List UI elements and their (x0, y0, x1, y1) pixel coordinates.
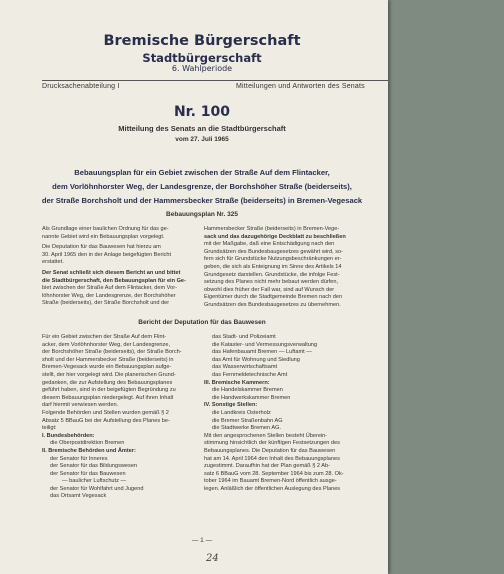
list-heading: IV. Sonstige Stellen: (204, 402, 258, 409)
text-line: darf hiermit verwiesen werden. (42, 402, 119, 409)
org-title: Bremische Bürgerschaft (103, 33, 301, 49)
text-line: sholt und der Hammersbecker Straße (beiderseits) in (42, 356, 174, 363)
list-item: die Handwerkskammer Bremen (212, 394, 291, 401)
doc-subtitle: Mitteilung des Senats an die Stadtbürgerschaft (118, 124, 286, 133)
list-item: das Wasserwirtschaftsamt (212, 364, 278, 371)
text-line: setzung des Planes nicht mehr bebaut werden dürfen, (204, 279, 339, 286)
list-item: die Handelskammer Bremen (212, 387, 283, 394)
text-line: stimmung hinsichtlich der künftigen Festsetzungen des (204, 440, 340, 447)
text-line: Der Senat schließt sich diesem Bericht an und bittet (42, 269, 181, 276)
text-line: zugestimmt. Daraufhin hat der Plan gemäß § 2 Ab- (204, 463, 330, 470)
list-item: der Senator für Wohlfahrt und Jugend (50, 485, 144, 492)
list-item: die Kataster- und Vermessungsverwaltung (212, 341, 318, 348)
text-line: diesem Bebauungsplan niedergelegt. Auf ihren Inhalt (42, 394, 174, 401)
text-line: erstattet. (42, 259, 64, 266)
text-line: sack und das dazugehörige Deckblatt zu beschließen (204, 233, 346, 240)
text-line: geführt haben, sind in der beigefügten Begründung zu (42, 387, 176, 394)
text-line: 30. April 1965 den in der Anlage beigefügten Bericht (42, 251, 172, 258)
list-item: das Hafenbauamt Bremen — Luftamt — (212, 349, 312, 356)
text-line: Grundsätzen des Bundesbaugesetzes zu übernehmen. (204, 301, 341, 308)
text-line: obwohl dies früher der Fall war, sind auf Wunsch der (204, 286, 335, 293)
headline-line-1: Bebauungsplan für ein Gebiet zwischen der Straße Auf dem Flintacker, (74, 168, 330, 177)
list-item: der Senator für das Bauwesen (50, 470, 126, 477)
text-line: Mit den angesprochenen Stellen besteht Überein- (204, 432, 328, 439)
list-heading: II. Bremische Behörden und Ämter: (42, 447, 136, 454)
text-line: gedanken, die zur Aufstellung des Bebauungsplanes (42, 379, 173, 386)
list-item: das Ortsamt Vegesack (50, 493, 107, 500)
text-line: Folgende Behörden und Stellen wurden gemäß § 2 (42, 409, 169, 416)
list-item: der Senator für Inneres (50, 455, 108, 462)
text-line: satz 6 BBauG vom 28. September 1964 bis zum 28. Ok- (204, 470, 344, 477)
report-right-column (204, 334, 368, 493)
headline-line-2: dem Vorlöhnhorster Weg, der Landesgrenze, der Borchshöher Straße (beiderseits), (52, 182, 352, 191)
text-line: Für ein Gebiet zwischen der Straße Auf dem Flint- (42, 334, 167, 340)
header-rule (42, 80, 388, 81)
chamber-title: Stadtbürgerschaft (142, 51, 262, 65)
doc-date: vom 27. Juli 1965 (175, 136, 229, 143)
text-line: löhnhorster Weg, der Landesgrenze, der Borchshöher (42, 292, 176, 299)
list-item: die Stadtwerke Bremen AG. (212, 425, 282, 432)
text-line: teiligt: (42, 425, 57, 432)
text-line: Bremen-Vegesack wurde ein Bebauungsplan aufge- (42, 364, 172, 371)
list-item: das Stadt- und Polizeiamt (212, 334, 276, 340)
text-line: nannte Gebiet wird ein Bebauungsplan vorgelegt. (42, 233, 165, 240)
text-line: Eigentümer durch die Stadtgemeinde Bremen nach den (204, 294, 343, 301)
handwritten-page-mark: 24 (206, 553, 219, 564)
period-label: 6. Wahlperiode (171, 64, 233, 73)
dept-left: Drucksachenabteilung I (42, 83, 120, 90)
plan-number: Bebauungsplan Nr. 325 (166, 211, 238, 218)
report-title: Bericht der Deputation für das Bauwesen (138, 319, 266, 326)
intro-right-column (204, 226, 368, 310)
text-line: Grundgesetz darstellen. Grundstücke, die infolge Fest- (204, 271, 340, 278)
text-line: geben, die sich als Enteignung im Sinne des Artikels 14 (204, 263, 342, 270)
text-line: Die Deputation für das Bauwesen hat hierzu am (42, 244, 161, 251)
list-item: das Amt für Wohnung und Siedlung (212, 356, 300, 363)
text-line: biet zwischen der Straße Auf dem Flintacker, dem Vor- (42, 285, 177, 292)
list-item: — baulicher Luftschutz — (62, 478, 127, 485)
dept-right: Mitteilungen und Antworten des Senats (236, 83, 365, 90)
text-line: fern sich für Grundstücke Nutzungsbeschränkungen er- (204, 256, 342, 263)
list-item: das Fernmeldetechnische Amt (212, 371, 288, 378)
list-item: die Landkreis Osterholz (212, 409, 271, 416)
headline-line-3: der Straße Borchsholt und der Hammersbecker Straße (beiderseits) in Bremen-Vegesack (41, 196, 363, 205)
text-line: acker, dem Vorlöhnhorster Weg, der Landesgrenze, (42, 341, 171, 348)
text-line: Bebauungsplanes. Die Deputation für das Bauwesen (204, 447, 336, 454)
report-left-column (42, 334, 200, 501)
intro-left-column (42, 226, 200, 308)
list-item: die Bremer Straßenbahn AG (212, 417, 283, 424)
page-number: — 1 — (191, 537, 213, 544)
text-line: Als Grundlage einer baulichen Ordnung für das ge- (42, 226, 169, 232)
text-line: stellt, der hier vorgelegt wird. Die planerischen Grund- (42, 371, 176, 378)
text-line: mit der Maßgabe, daß eine Entschädigung nach den (204, 241, 335, 248)
text-line: Straße (beiderseits), der Straße Borchsholt und der (42, 300, 170, 307)
text-line: die Stadtbürgerschaft, den Bebauungsplan für ein Ge- (42, 277, 186, 284)
list-heading: III. Bremische Kammern: (204, 379, 270, 386)
text-line: Hammersbecker Straße (beiderseits) in Bremen-Vege- (204, 226, 340, 232)
list-heading: I. Bundesbehörden: (42, 432, 95, 439)
doc-number: Nr. 100 (173, 104, 231, 120)
list-item: der Senator für das Bildungswesen (50, 463, 138, 470)
list-item: die Oberpostdirektion Bremen (50, 440, 125, 447)
text-line: hat am 14. April 1964 den Inhalt des Bebauungsplanes (204, 455, 340, 462)
text-line: Grundsätzen des Bundesbaugesetzes gewährt wird, so- (204, 248, 343, 255)
text-line: Absatz 5 BBauG bei der Aufstellung des Planes be- (42, 417, 170, 424)
text-line: legen. Anläßlich der öffentlichen Auslegung des Planes (204, 485, 341, 492)
text-line: der Borchshöher Straße (beiderseits), der Straße Borch- (42, 349, 182, 356)
text-line: tober 1964 im Bauamt Bremen-Nord öffentlich ausge- (204, 478, 337, 485)
